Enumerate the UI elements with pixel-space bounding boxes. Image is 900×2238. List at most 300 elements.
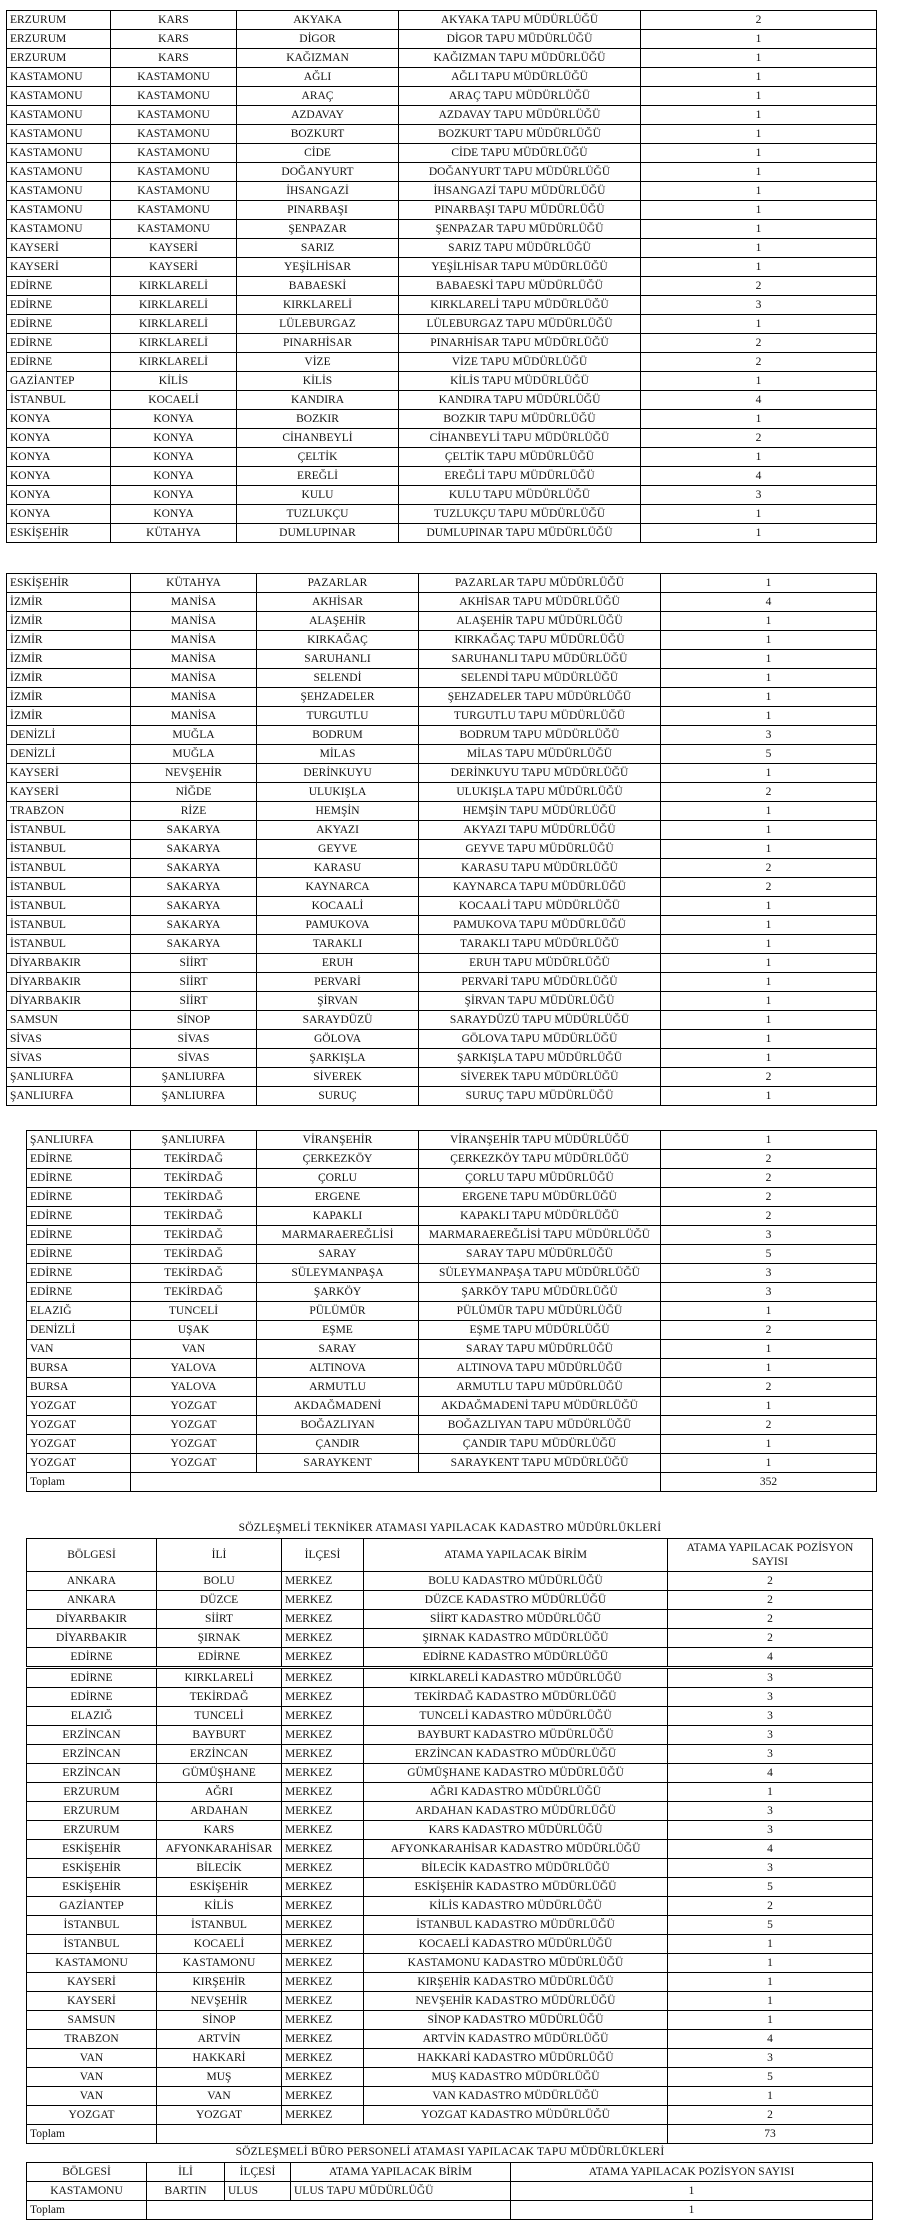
table-row [7,201,877,220]
table-cell: SARIZ [237,239,399,258]
table-cell: 1 [668,2087,873,2106]
table-cell: DUMLUPINAR [237,524,399,543]
column-header: İLİ [157,1539,282,1572]
table-row [7,688,877,707]
table-cell: KARASU TAPU MÜDÜRLÜĞÜ [419,859,661,878]
table-cell: EDİRNE [7,296,111,315]
table-cell: TARAKLI [257,935,419,954]
table-cell: 1 [641,182,877,201]
table-cell: 1 [641,505,877,524]
table-row [7,410,877,429]
table-cell: İZMİR [7,593,131,612]
table-row [7,182,877,201]
table-cell: 1 [661,935,877,954]
table-cell: AZDAVAY TAPU MÜDÜRLÜĞÜ [399,106,641,125]
table-cell: KASTAMONU [157,1954,282,1973]
table-cell: ŞİRVAN [257,992,419,1011]
table-cell: TEKİRDAĞ [131,1169,257,1188]
table-cell: PINARHİSAR TAPU MÜDÜRLÜĞÜ [399,334,641,353]
table-cell: EDİRNE [27,1226,131,1245]
table-cell: AKHİSAR [257,593,419,612]
table-cell: KASTAMONU [111,125,237,144]
table-cell: 1 [661,802,877,821]
table-cell: 1 [641,201,877,220]
table-cell: MERKEZ [282,1802,364,1821]
table-cell: ŞIRNAK KADASTRO MÜDÜRLÜĞÜ [364,1629,668,1648]
table-cell: KONYA [111,467,237,486]
tapu-table [6,10,877,543]
table-row [7,745,877,764]
table-row [27,1610,873,1629]
buro-table [26,2162,873,2220]
table-cell: ESKİŞEHİR KADASTRO MÜDÜRLÜĞÜ [364,1878,668,1897]
table-row [27,1591,873,1610]
table-cell: 2 [661,1321,877,1340]
table-row [7,334,877,353]
table-cell: MERKEZ [282,2087,364,2106]
table-cell: İHSANGAZİ TAPU MÜDÜRLÜĞÜ [399,182,641,201]
table-cell: 1 [661,1011,877,1030]
tapu-table [6,573,877,1106]
table-row [7,1030,877,1049]
table-cell: TURGUTLU TAPU MÜDÜRLÜĞÜ [419,707,661,726]
table-row [7,954,877,973]
table-cell: EDİRNE [27,1188,131,1207]
table-cell: 5 [668,1878,873,1897]
table-cell: SAKARYA [131,897,257,916]
table-cell: İZMİR [7,707,131,726]
table-row [27,1783,873,1802]
table-cell: 5 [668,2068,873,2087]
table-cell: MANİSA [131,612,257,631]
table-cell: 2 [661,1207,877,1226]
table-cell: MUĞLA [131,726,257,745]
table-cell: 3 [668,1707,873,1726]
table-cell: 2 [668,1591,873,1610]
table-cell: KAYSERİ [7,764,131,783]
table-cell: KASTAMONU [111,182,237,201]
table-cell: TUNCELİ [131,1302,257,1321]
table-cell: KASTAMONU [7,144,111,163]
table-row [7,669,877,688]
table-cell: 1 [661,840,877,859]
table-row [27,1226,877,1245]
table-cell: DENİZLİ [7,745,131,764]
table-cell: SARAYDÜZÜ TAPU MÜDÜRLÜĞÜ [419,1011,661,1030]
table-cell: ÇANDIR TAPU MÜDÜRLÜĞÜ [419,1435,661,1454]
table-cell: KAĞIZMAN [237,49,399,68]
table-cell: KIRKAĞAÇ TAPU MÜDÜRLÜĞÜ [419,631,661,650]
table-cell: KASTAMONU [111,87,237,106]
table-cell: AKYAZI [257,821,419,840]
table-cell: TUZLUKÇU TAPU MÜDÜRLÜĞÜ [399,505,641,524]
table-cell: ERZİNCAN [27,1764,157,1783]
table-cell: BOLU KADASTRO MÜDÜRLÜĞÜ [364,1572,668,1591]
table-cell: 2 [661,1378,877,1397]
table-cell: BOĞAZLIYAN [257,1416,419,1435]
table-cell: MERKEZ [282,1610,364,1629]
table-cell: KASTAMONU KADASTRO MÜDÜRLÜĞÜ [364,1954,668,1973]
table-cell: BODRUM [257,726,419,745]
table-cell: ŞANLIURFA [131,1131,257,1150]
table-cell: MERKEZ [282,1840,364,1859]
table-cell: MERKEZ [282,1954,364,1973]
table-cell: SÜLEYMANPAŞA TAPU MÜDÜRLÜĞÜ [419,1264,661,1283]
table-cell: ÇELTİK [237,448,399,467]
table-row [27,2087,873,2106]
empty-cell [147,2201,511,2220]
table-row [27,1416,877,1435]
table-row [7,315,877,334]
table-cell: VAN [27,2049,157,2068]
table-cell: 3 [668,1745,873,1764]
table-row [7,220,877,239]
kadastro-table-body [27,1572,873,1667]
table-cell: AKDAĞMADENİ [257,1397,419,1416]
table-cell: SİİRT [157,1610,282,1629]
table-row [27,1897,873,1916]
table-cell: 1 [661,707,877,726]
table-row [7,467,877,486]
table-cell: ALAŞEHİR TAPU MÜDÜRLÜĞÜ [419,612,661,631]
table-cell: ERZURUM [27,1802,157,1821]
table-cell: ELAZIĞ [27,1707,157,1726]
table-cell: KOCAELİ KADASTRO MÜDÜRLÜĞÜ [364,1935,668,1954]
table-cell: EDİRNE [27,1669,157,1688]
table-row [27,1745,873,1764]
table-cell: KİLİS [157,1897,282,1916]
table-row [7,726,877,745]
table-row [7,239,877,258]
table-cell: KOCAELİ [111,391,237,410]
table-cell: ÇERKEZKÖY [257,1150,419,1169]
table-cell: HAKKARİ KADASTRO MÜDÜRLÜĞÜ [364,2049,668,2068]
table-cell: VAN [27,2087,157,2106]
table-cell: ESKİŞEHİR [27,1878,157,1897]
table-cell: 1 [668,1783,873,1802]
table-cell: KIRKLARELİ [237,296,399,315]
table-cell: KAYSERİ [111,239,237,258]
table-row [7,429,877,448]
table-cell: KARS KADASTRO MÜDÜRLÜĞÜ [364,1821,668,1840]
table-row [27,1150,877,1169]
table-cell: SELENDİ TAPU MÜDÜRLÜĞÜ [419,669,661,688]
table-cell: DİYARBAKIR [7,954,131,973]
table-cell: KÜTAHYA [111,524,237,543]
table-cell: 4 [641,391,877,410]
table-cell: 1 [661,1087,877,1106]
table-cell: KAĞIZMAN TAPU MÜDÜRLÜĞÜ [399,49,641,68]
table-cell: İSTANBUL [7,821,131,840]
table-cell: MUĞLA [131,745,257,764]
table-cell: 1 [661,1359,877,1378]
table-cell: SARAY [257,1245,419,1264]
table-cell: KIRKLARELİ [111,296,237,315]
table-cell: İZMİR [7,650,131,669]
table-cell: TEKİRDAĞ [131,1226,257,1245]
table-cell: BOLU [157,1572,282,1591]
table-row [27,1302,877,1321]
table-cell: MERKEZ [282,1992,364,2011]
table-cell: KAYSERİ [27,1973,157,1992]
table-cell: SAKARYA [131,859,257,878]
table-cell: DOĞANYURT [237,163,399,182]
table-cell: 3 [661,1264,877,1283]
table-cell: İZMİR [7,612,131,631]
table-cell: ERZURUM [7,49,111,68]
tapu-table-part-1 [0,10,900,543]
table-cell: YOZGAT [27,1397,131,1416]
table-cell: MARMARAEREĞLİSİ [257,1226,419,1245]
table-cell: KIRŞEHİR KADASTRO MÜDÜRLÜĞÜ [364,1973,668,1992]
table-row [7,631,877,650]
tapu-table-part-2 [0,573,900,1106]
table-row [27,1648,873,1667]
table-cell: KASTAMONU [7,106,111,125]
table-cell: KİLİS [111,372,237,391]
table-cell: YOZGAT [27,2106,157,2125]
table-cell: KONYA [7,486,111,505]
table-cell: SİVAS [131,1049,257,1068]
table-row [7,486,877,505]
table-cell: 3 [661,1283,877,1302]
table-cell: İSTANBUL [7,840,131,859]
kadastro-caption: SÖZLEŞMELİ TEKNİKER ATAMASI YAPILACAK KADASTRO MÜDÜRLÜKLERİ [238,1522,662,1534]
table-cell: ESKİŞEHİR [7,574,131,593]
table-cell: KARS [111,30,237,49]
table-cell: TUZLUKÇU [237,505,399,524]
table-cell: MİLAS TAPU MÜDÜRLÜĞÜ [419,745,661,764]
table-cell: KANDIRA TAPU MÜDÜRLÜĞÜ [399,391,641,410]
table-cell: MANİSA [131,631,257,650]
table-cell: KULU TAPU MÜDÜRLÜĞÜ [399,486,641,505]
table-row [7,859,877,878]
table-cell: 1 [661,1435,877,1454]
table-cell: BABAESKİ [237,277,399,296]
table-cell: 1 [641,163,877,182]
kadastro-table-header [27,1539,873,1572]
table-cell: KONYA [7,505,111,524]
table-cell: AĞRI KADASTRO MÜDÜRLÜĞÜ [364,1783,668,1802]
table-cell: TEKİRDAĞ [131,1150,257,1169]
table-cell: İSTANBUL [7,897,131,916]
table-cell: HEMŞİN [257,802,419,821]
table-cell: BODRUM TAPU MÜDÜRLÜĞÜ [419,726,661,745]
table-cell: YEŞİLHİSAR TAPU MÜDÜRLÜĞÜ [399,258,641,277]
table-cell: ERGENE [257,1188,419,1207]
table-cell: KAYSERİ [7,783,131,802]
table-cell: EDİRNE KADASTRO MÜDÜRLÜĞÜ [364,1648,668,1667]
table-cell: 3 [661,726,877,745]
table-row [7,106,877,125]
table-cell: SÜLEYMANPAŞA [257,1264,419,1283]
table-cell: 2 [661,1416,877,1435]
table-cell: ARTVİN KADASTRO MÜDÜRLÜĞÜ [364,2030,668,2049]
table-cell: BAYBURT [157,1726,282,1745]
table-cell: 2 [668,2106,873,2125]
table-cell: 2 [661,1188,877,1207]
table-cell: 1 [668,2011,873,2030]
table-cell: 2 [661,1150,877,1169]
table-cell: KARASU [257,859,419,878]
table-cell: SAKARYA [131,935,257,954]
table-cell: MERKEZ [282,1935,364,1954]
table-cell: DERİNKUYU [257,764,419,783]
table-cell: 2 [668,1610,873,1629]
table-cell: ALTINOVA TAPU MÜDÜRLÜĞÜ [419,1359,661,1378]
table-row [27,2049,873,2068]
table-cell: PAMUKOVA TAPU MÜDÜRLÜĞÜ [419,916,661,935]
table-cell: SAMSUN [7,1011,131,1030]
table-cell: İSTANBUL KADASTRO MÜDÜRLÜĞÜ [364,1916,668,1935]
table-cell: KONYA [7,429,111,448]
table-cell: 1 [641,258,877,277]
table-cell: ŞIRNAK [157,1629,282,1648]
table-cell: KASTAMONU [7,87,111,106]
table-cell: SARUHANLI TAPU MÜDÜRLÜĞÜ [419,650,661,669]
empty-cell [157,2125,668,2144]
table-cell: VAN [27,1340,131,1359]
table-cell: EDİRNE [27,1264,131,1283]
table-row [27,1840,873,1859]
table-cell: 1 [661,1340,877,1359]
table-cell: 2 [641,11,877,30]
table-cell: 1 [661,992,877,1011]
table-cell: BABAESKİ TAPU MÜDÜRLÜĞÜ [399,277,641,296]
table-cell: ŞANLIURFA [7,1068,131,1087]
table-cell: YOZGAT KADASTRO MÜDÜRLÜĞÜ [364,2106,668,2125]
table-cell: ANKARA [27,1572,157,1591]
table-cell: KIRKLARELİ [111,315,237,334]
table-cell: ERZİNCAN [27,1726,157,1745]
table-cell: VAN [27,2068,157,2087]
table-cell: MERKEZ [282,1572,364,1591]
table-cell: UŞAK [131,1321,257,1340]
table-cell: MERKEZ [282,1916,364,1935]
total-row [27,2125,873,2144]
table-row [7,163,877,182]
table-cell: AĞLI [237,68,399,87]
table-row [27,1283,877,1302]
kadastro-table [26,1668,873,2144]
table-cell: MERKEZ [282,1859,364,1878]
table-cell: YEŞİLHİSAR [237,258,399,277]
table-cell: SİİRT KADASTRO MÜDÜRLÜĞÜ [364,1610,668,1629]
table-cell: KASTAMONU [111,68,237,87]
table-row [27,1207,877,1226]
table-row [7,144,877,163]
table-row [7,802,877,821]
table-cell: KASTAMONU [7,182,111,201]
table-cell: 1 [511,2182,873,2201]
table-cell: MERKEZ [282,2049,364,2068]
table-cell: EDİRNE [27,1169,131,1188]
table-row [27,1992,873,2011]
table-row [7,49,877,68]
table-cell: MERKEZ [282,1707,364,1726]
total-value: 73 [668,2125,873,2144]
table-row [7,916,877,935]
table-cell: 1 [661,1454,877,1473]
table-cell: KULU [237,486,399,505]
table-cell: SİVAS [7,1049,131,1068]
table-cell: KONYA [111,429,237,448]
table-cell: 1 [661,897,877,916]
table-cell: VİRANŞEHİR TAPU MÜDÜRLÜĞÜ [419,1131,661,1150]
table-cell: YOZGAT [131,1435,257,1454]
table-cell: KİLİS KADASTRO MÜDÜRLÜĞÜ [364,1897,668,1916]
table-cell: ERZİNCAN [27,1745,157,1764]
table-row [27,2011,873,2030]
table-cell: EDİRNE [7,277,111,296]
table-cell: KONYA [111,486,237,505]
table-cell: KAYNARCA [257,878,419,897]
table-cell: KONYA [7,448,111,467]
table-cell: KOCAALİ TAPU MÜDÜRLÜĞÜ [419,897,661,916]
table-row [7,391,877,410]
table-cell: KİLİS [237,372,399,391]
table-row [7,448,877,467]
table-cell: BİLECİK KADASTRO MÜDÜRLÜĞÜ [364,1859,668,1878]
table-row [7,125,877,144]
table-cell: 3 [668,1821,873,1840]
table-row [27,2068,873,2087]
table-cell: VİZE TAPU MÜDÜRLÜĞÜ [399,353,641,372]
table-cell: SİİRT [131,973,257,992]
table-cell: KASTAMONU [7,201,111,220]
table-row [7,593,877,612]
table-cell: MANİSA [131,669,257,688]
table-cell: SİNOP [157,2011,282,2030]
table-cell: 4 [668,2030,873,2049]
table-cell: 1 [661,916,877,935]
table-row [27,1131,877,1150]
table-cell: MERKEZ [282,1591,364,1610]
table-cell: AKYAKA [237,11,399,30]
table-cell: DENİZLİ [7,726,131,745]
table-cell: NEVŞEHİR KADASTRO MÜDÜRLÜĞÜ [364,1992,668,2011]
table-cell: AZDAVAY [237,106,399,125]
table-cell: ŞARKIŞLA TAPU MÜDÜRLÜĞÜ [419,1049,661,1068]
table-cell: KASTAMONU [7,125,111,144]
table-cell: MİLAS [257,745,419,764]
table-cell: İSTANBUL [7,391,111,410]
table-row [7,68,877,87]
table-cell: KIRŞEHİR [157,1973,282,1992]
table-row [27,1378,877,1397]
empty-cell [131,1473,661,1492]
table-row [27,1821,873,1840]
table-cell: ARTVİN [157,2030,282,2049]
table-cell: HAKKARİ [157,2049,282,2068]
table-cell: TEKİRDAĞ [131,1264,257,1283]
buro-caption: SÖZLEŞMELİ BÜRO PERSONELİ ATAMASI YAPILACAK TAPU MÜDÜRLÜKLERİ [235,2146,665,2158]
table-cell: VİRANŞEHİR [257,1131,419,1150]
table-cell: AKYAKA TAPU MÜDÜRLÜĞÜ [399,11,641,30]
table-row [7,1011,877,1030]
table-cell: PERVARİ TAPU MÜDÜRLÜĞÜ [419,973,661,992]
table-row [27,1397,877,1416]
table-cell: ÇELTİK TAPU MÜDÜRLÜĞÜ [399,448,641,467]
table-cell: 2 [668,1572,873,1591]
table-cell: AKDAĞMADENİ TAPU MÜDÜRLÜĞÜ [419,1397,661,1416]
table-cell: ULUKIŞLA TAPU MÜDÜRLÜĞÜ [419,783,661,802]
table-row [7,30,877,49]
table-cell: 2 [661,783,877,802]
table-cell: ALAŞEHİR [257,612,419,631]
table-row [7,821,877,840]
table-cell: 4 [668,1764,873,1783]
